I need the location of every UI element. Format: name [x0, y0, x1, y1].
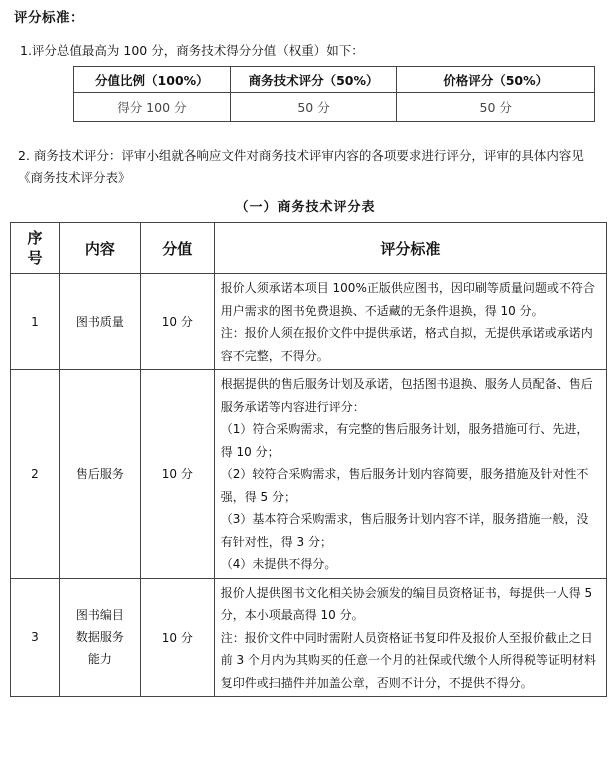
criteria-line: （2）较符合采购需求，售后服务计划内容简要，服务措施及针对性不强，得 5 分； — [220, 467, 589, 504]
criteria-line: 根据提供的售后服务计划及承诺，包括图书退换、服务人员配备、售后服务承诺等内容进行评分： — [220, 377, 593, 414]
scoring-header-row — [11, 223, 607, 274]
row-score: 10 分 — [140, 370, 214, 579]
weight-header: 商务技术评分（50%） — [230, 67, 397, 93]
table-row — [11, 274, 607, 370]
criteria-line: 注：报价人须在报价文件中提供承诺，格式自拟，无提供承诺或承诺内容不完整，不得分。 — [220, 326, 593, 363]
column-header-criteria: 评分标准 — [214, 223, 606, 274]
column-header-score: 分值 — [140, 223, 214, 274]
row-item — [59, 578, 140, 697]
criteria-line: （4）未提供不得分。 — [220, 557, 337, 571]
row-item: 售后服务 — [59, 370, 140, 579]
column-header-item: 内容 — [59, 223, 140, 274]
criteria-line: 报价人须承诺本项目 100%正版供应图书，因印刷等质量问题或不符合用户需求的图书免费退换、不适藏的无条件退换，得 10 分。 — [220, 281, 595, 318]
section-heading: 评分标准： — [14, 10, 84, 26]
scoring-description: 2. 商务技术评分：评审小组就各响应文件对商务技术评审内容的各项要求进行评分，评审的具体内容见《商务技术评分表》 — [18, 148, 584, 185]
row-score: 10 分 — [140, 274, 214, 370]
row-number: 3 — [11, 578, 60, 697]
weight-header: 分值比例（100%） — [74, 67, 231, 93]
weight-header: 价格评分（50%） — [397, 67, 595, 93]
weight-value-row — [74, 93, 595, 122]
row-criteria — [214, 578, 606, 697]
table-row — [11, 370, 607, 579]
row-criteria — [214, 274, 606, 370]
row-item-text: 图书编目数据服务能力 — [75, 608, 124, 667]
weight-table — [73, 66, 595, 122]
row-number: 2 — [11, 370, 60, 579]
weight-value: 50 分 — [397, 93, 595, 122]
table-title: （一）商务技术评分表 — [235, 200, 376, 215]
column-header-no: 序号 — [11, 223, 60, 274]
intro-text: 1.评分总值最高为 100 分，商务技术得分分值（权重）如下： — [20, 43, 364, 58]
table-row — [11, 578, 607, 697]
weight-value: 得分 100 分 — [74, 93, 231, 122]
row-number: 1 — [11, 274, 60, 370]
criteria-line: 注：报价文件中同时需附人员资格证书复印件及报价人至报价截止之日前 3 个月内为其购买的任意一个月的社保或代缴个人所得税等证明材料复印件或扫描件并加盖公章，否则不计分，不提供不得分。 — [220, 630, 596, 690]
weight-header-row — [74, 67, 595, 93]
row-score: 10 分 — [140, 578, 214, 697]
criteria-line: （3）基本符合采购需求，售后服务计划内容不详，服务措施一般，没有针对性，得 3 分； — [220, 512, 589, 549]
row-criteria — [214, 370, 606, 579]
scoring-table — [10, 222, 607, 697]
criteria-line: 报价人提供图书文化相关协会颁发的编目员资格证书，每提供一人得 5 分，本小项最高得 10 分。 — [220, 585, 593, 622]
criteria-line: （1）符合采购需求，有完整的售后服务计划，服务措施可行、先进，得 10 分； — [220, 422, 589, 459]
weight-value: 50 分 — [230, 93, 397, 122]
row-item: 图书质量 — [59, 274, 140, 370]
